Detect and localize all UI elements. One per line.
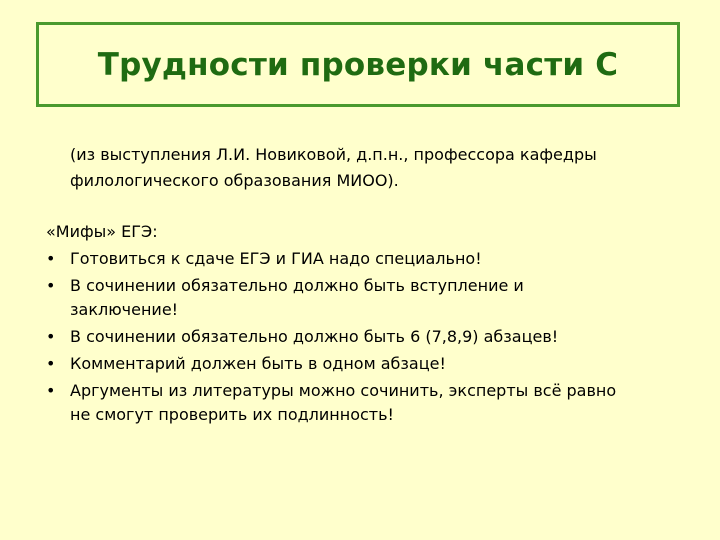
list-item-text-continued: заключение! bbox=[70, 300, 179, 319]
list-item bbox=[46, 247, 686, 271]
list-item bbox=[46, 325, 686, 349]
list-item-text-continued: не смогут проверить их подлинность! bbox=[70, 405, 394, 424]
list-item bbox=[46, 352, 686, 376]
list-item bbox=[46, 274, 686, 322]
list-item-text: В сочинении обязательно должно быть 6 (7,8,9) абзацев! bbox=[70, 327, 559, 346]
list-item-text: Готовиться к сдаче ЕГЭ и ГИА надо специально! bbox=[70, 249, 482, 268]
slide-title: Трудности проверки части С bbox=[97, 46, 619, 83]
source-note-line-1: (из выступления Л.И. Новиковой, д.п.н., профессора кафедры bbox=[70, 145, 597, 164]
bullet-icon: • bbox=[46, 249, 56, 268]
source-note bbox=[70, 142, 690, 194]
bullet-icon: • bbox=[46, 381, 56, 400]
list-item bbox=[46, 379, 686, 427]
myths-list bbox=[46, 247, 686, 427]
bullet-icon: • bbox=[46, 327, 56, 346]
list-item-text: В сочинении обязательно должно быть вступление и bbox=[70, 276, 524, 295]
bullet-icon: • bbox=[46, 354, 56, 373]
list-item-text: Комментарий должен быть в одном абзаце! bbox=[70, 354, 446, 373]
title-box bbox=[36, 22, 680, 107]
myths-section bbox=[46, 219, 686, 427]
list-item-text: Аргументы из литературы можно сочинить, эксперты всё равно bbox=[70, 381, 617, 400]
myths-heading: «Мифы» ЕГЭ: bbox=[46, 222, 158, 241]
bullet-icon: • bbox=[46, 276, 56, 295]
source-note-line-2: филологического образования МИОО). bbox=[70, 171, 399, 190]
